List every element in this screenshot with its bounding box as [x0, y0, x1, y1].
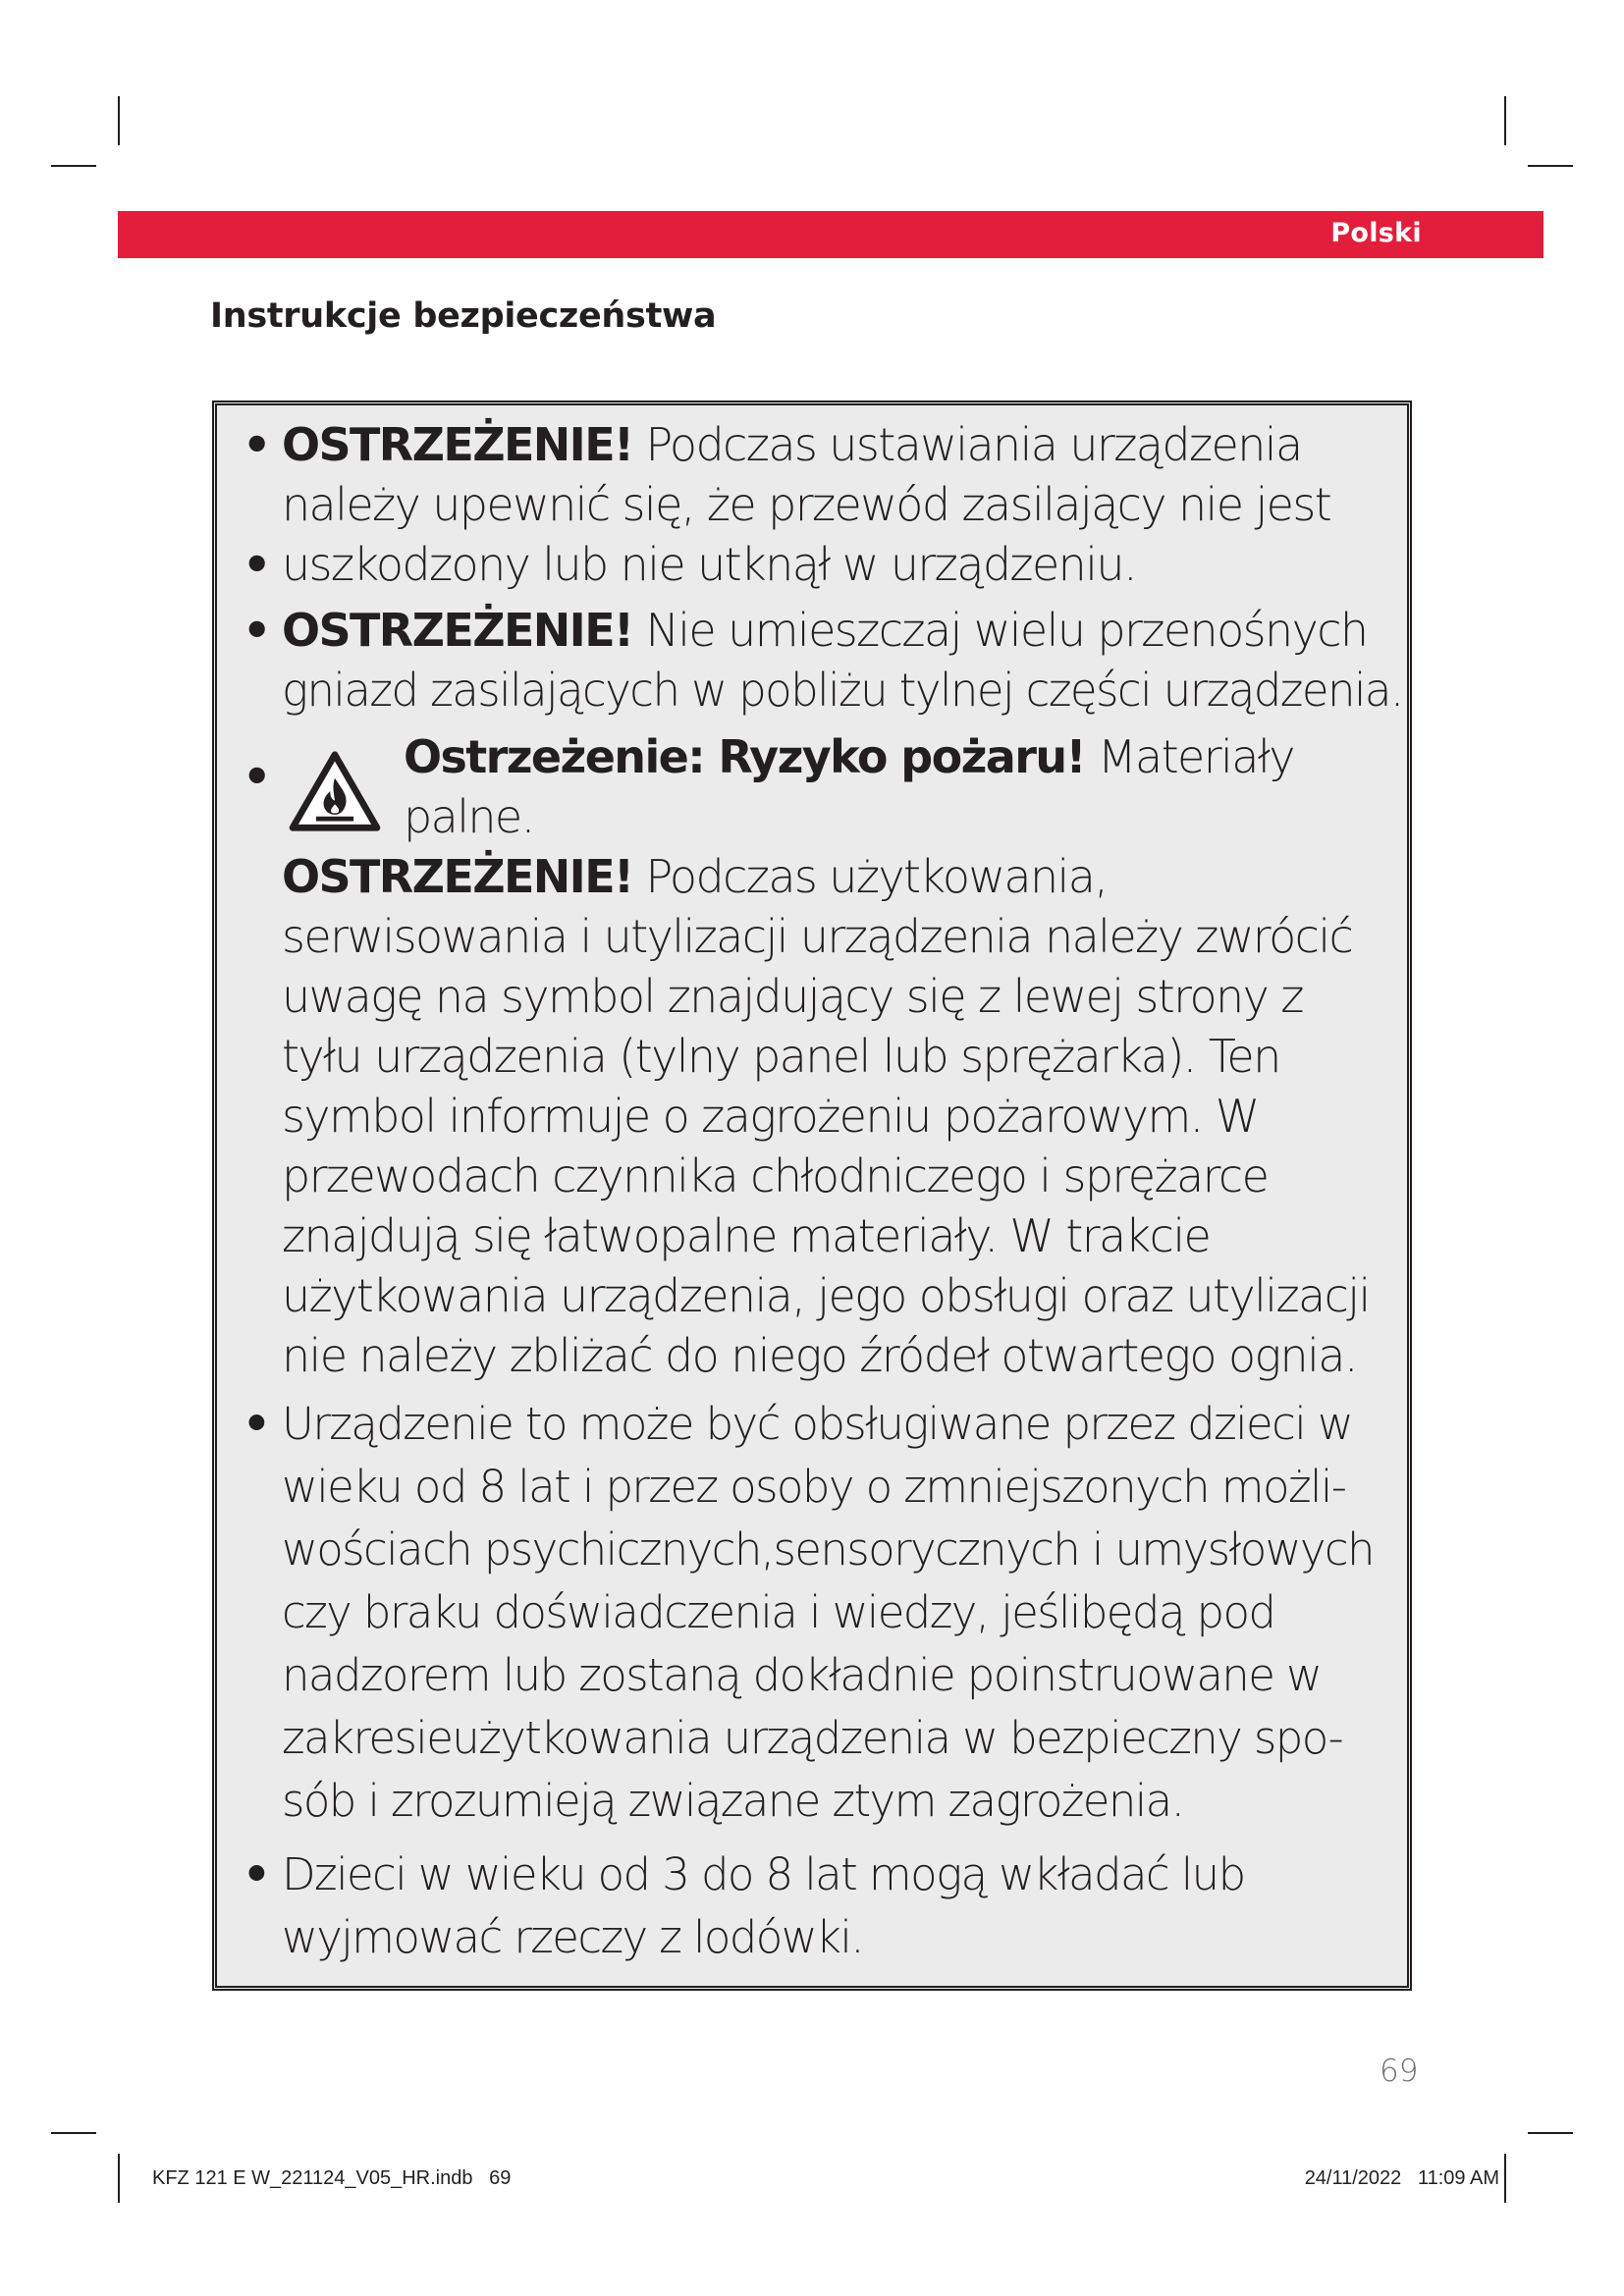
list-item: [235, 1393, 1403, 1833]
timestamp-text: 24/11/2022 11:09 AM: [1304, 2167, 1499, 2189]
fire-warning-text: [404, 727, 1294, 847]
text-line: nadzorem lub zostaną dokładnie poinstruowane w: [282, 1649, 1322, 1701]
bullet: •: [243, 1398, 270, 1450]
bullet: •: [243, 1848, 270, 1900]
text-line: wyjmować rzeczy z lodówki.: [282, 1911, 863, 1963]
crop-mark: [118, 2154, 120, 2203]
text-line: Urządzenie to może być obsługiwane przez dzieci w: [282, 1398, 1353, 1450]
print-timestamp: [1305, 2167, 1499, 2190]
text-line: Dzieci w wieku od 3 do 8 lat mogą wkładać lub: [282, 1848, 1245, 1900]
text-line: należy upewnić się, że przewód zasilający nie jest: [282, 478, 1331, 531]
crop-mark: [118, 96, 120, 145]
text-line: [282, 847, 1403, 907]
list-item: [235, 727, 1403, 1386]
text-span: Nie umieszczaj wielu przenośnych: [645, 604, 1368, 657]
crop-mark: [1504, 96, 1506, 145]
list-item: [235, 415, 1403, 595]
crop-mark: [51, 2132, 96, 2134]
file-info-text: KFZ 121 E W_221124_V05_HR.indb 69: [152, 2167, 512, 2189]
text-line: symbol informuje o zagrożeniu pożarowym. W: [282, 1090, 1259, 1143]
text-line: [282, 601, 1403, 661]
fire-risk-label: Ostrzeżenie: Ryzyko pożaru!: [404, 730, 1085, 783]
language-label: Polski: [1330, 218, 1422, 248]
crop-mark: [1504, 2154, 1506, 2203]
text-span: Podczas użytkowania,: [645, 850, 1108, 903]
text-line: znajdują się łatwopalne materiały. W trakcie: [282, 1209, 1211, 1262]
safety-list: [235, 405, 1403, 1969]
crop-mark: [1528, 165, 1573, 167]
text-line: tyłu urządzenia (tylny panel lub sprężarka). Ten: [282, 1030, 1280, 1083]
print-file-info: [152, 2167, 511, 2190]
text-line: wieku od 8 lat i przez osoby o zmniejszonych możli-: [282, 1461, 1346, 1513]
text-line: [282, 415, 1403, 475]
text-line: gniazd zasilających w pobliżu tylnej części urządzenia.: [282, 664, 1403, 717]
list-item: [235, 601, 1403, 721]
text-line: nie należy zbliżać do niego źródeł otwartego ognia.: [282, 1329, 1357, 1382]
text-line: serwisowania i utylizacji urządzenia należy zwrócić: [282, 910, 1353, 963]
bullet: •: [243, 418, 270, 471]
text-span: Podczas ustawiania urządzenia: [645, 418, 1302, 471]
warning-label: OSTRZEŻENIE!: [282, 604, 633, 657]
text-line: palne.: [404, 790, 534, 843]
language-header-bar: [118, 211, 1543, 258]
bullet: •: [243, 538, 270, 591]
list-item: [235, 1843, 1403, 1969]
text-line: wościach psychicznych,sensorycznych i umysłowych: [282, 1523, 1374, 1575]
text-line: uwagę na symbol znajdujący się z lewej strony z: [282, 970, 1303, 1023]
fire-warning-heading: [282, 727, 1403, 847]
text-line: uszkodzony lub nie utknął w urządzeniu.: [282, 538, 1136, 591]
crop-mark: [1528, 2132, 1573, 2134]
warning-label: OSTRZEŻENIE!: [282, 850, 633, 903]
text-line: [404, 727, 1294, 787]
page-number: 69: [1380, 2054, 1419, 2089]
text-line: sób i zrozumieją związane ztym zagrożenia.: [282, 1775, 1184, 1827]
text-line: przewodach czynnika chłodniczego i sprężarce: [282, 1149, 1269, 1202]
text-line: użytkowania urządzenia, jego obsługi oraz utylizacji: [282, 1269, 1370, 1322]
section-title: Instrukcje bezpieczeństwa: [210, 296, 717, 336]
warning-label: OSTRZEŻENIE!: [282, 418, 633, 471]
text-span: Materiały: [1097, 730, 1294, 783]
flammable-warning-icon: [288, 750, 382, 832]
text-line: czy braku doświadczenia i wiedzy, jeślibędą pod: [282, 1586, 1275, 1638]
crop-mark: [51, 165, 96, 167]
safety-warning-box: [212, 400, 1412, 1991]
bullet: •: [243, 750, 270, 803]
bullet: •: [243, 604, 270, 657]
text-line: zakresieużytkowania urządzenia w bezpieczny spo-: [282, 1712, 1343, 1764]
